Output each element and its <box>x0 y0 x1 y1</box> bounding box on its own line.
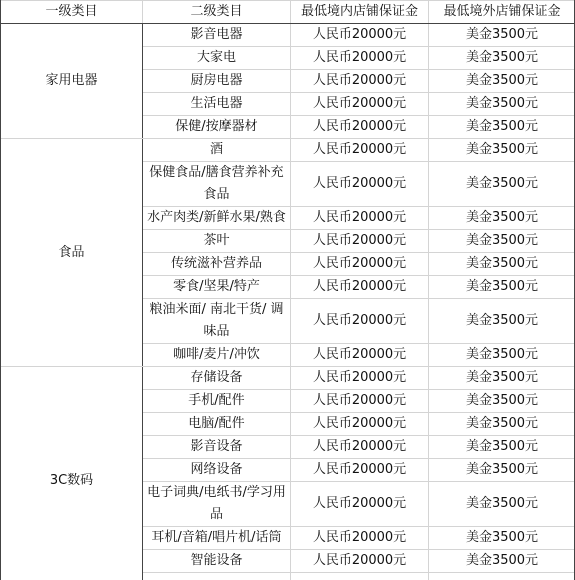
header-primary-category: 一级类目 <box>1 1 143 24</box>
overseas-deposit-cell[interactable]: 美金3500元 <box>429 24 575 47</box>
secondary-category-cell[interactable]: 传统滋补营养品 <box>143 253 291 276</box>
overseas-deposit-cell[interactable]: 美金3500元 <box>429 276 575 299</box>
secondary-category-cell[interactable]: 咖啡/麦片/冲饮 <box>143 344 291 367</box>
secondary-category-cell[interactable]: 手机/配件 <box>143 390 291 413</box>
secondary-category-cell[interactable]: 影音设备 <box>143 436 291 459</box>
secondary-category-cell[interactable]: 电子词典/电纸书/学习用品 <box>143 482 291 527</box>
domestic-deposit-cell[interactable]: 人民币20000元 <box>291 413 429 436</box>
overseas-deposit-cell[interactable]: 美金3500元 <box>429 550 575 573</box>
domestic-deposit-cell[interactable]: 人民币20000元 <box>291 93 429 116</box>
secondary-category-cell[interactable] <box>143 573 291 580</box>
overseas-deposit-cell[interactable]: 美金3500元 <box>429 93 575 116</box>
overseas-deposit-cell[interactable]: 美金3500元 <box>429 299 575 344</box>
domestic-deposit-cell[interactable]: 人民币20000元 <box>291 527 429 550</box>
overseas-deposit-cell[interactable]: 美金3500元 <box>429 367 575 390</box>
domestic-deposit-cell[interactable] <box>291 573 429 580</box>
overseas-deposit-cell[interactable]: 美金3500元 <box>429 230 575 253</box>
table-row <box>1 24 575 47</box>
overseas-deposit-cell[interactable]: 美金3500元 <box>429 116 575 139</box>
secondary-category-cell[interactable]: 保健/按摩器材 <box>143 116 291 139</box>
domestic-deposit-cell[interactable]: 人民币20000元 <box>291 70 429 93</box>
header-domestic-deposit: 最低境内店铺保证金 <box>291 1 429 24</box>
domestic-deposit-cell[interactable]: 人民币20000元 <box>291 276 429 299</box>
domestic-deposit-cell[interactable]: 人民币20000元 <box>291 230 429 253</box>
domestic-deposit-cell[interactable]: 人民币20000元 <box>291 139 429 162</box>
overseas-deposit-cell[interactable]: 美金3500元 <box>429 47 575 70</box>
domestic-deposit-cell[interactable]: 人民币20000元 <box>291 550 429 573</box>
secondary-category-cell[interactable]: 影音电器 <box>143 24 291 47</box>
primary-category-cell[interactable]: 3C数码 <box>1 367 143 580</box>
primary-category-cell[interactable]: 家用电器 <box>1 24 143 139</box>
domestic-deposit-cell[interactable]: 人民币20000元 <box>291 207 429 230</box>
secondary-category-cell[interactable]: 生活电器 <box>143 93 291 116</box>
domestic-deposit-cell[interactable]: 人民币20000元 <box>291 253 429 276</box>
secondary-category-cell[interactable]: 智能设备 <box>143 550 291 573</box>
header-row <box>1 1 575 24</box>
overseas-deposit-cell[interactable] <box>429 573 575 580</box>
domestic-deposit-cell[interactable]: 人民币20000元 <box>291 116 429 139</box>
overseas-deposit-cell[interactable]: 美金3500元 <box>429 70 575 93</box>
secondary-category-cell[interactable]: 大家电 <box>143 47 291 70</box>
secondary-category-cell[interactable]: 零食/坚果/特产 <box>143 276 291 299</box>
domestic-deposit-cell[interactable]: 人民币20000元 <box>291 344 429 367</box>
secondary-category-cell[interactable]: 水产肉类/新鲜水果/熟食 <box>143 207 291 230</box>
secondary-category-cell[interactable]: 电脑/配件 <box>143 413 291 436</box>
primary-category-cell[interactable]: 食品 <box>1 139 143 367</box>
header-overseas-deposit: 最低境外店铺保证金 <box>429 1 575 24</box>
secondary-category-cell[interactable]: 粮油米面/ 南北干货/ 调味品 <box>143 299 291 344</box>
domestic-deposit-cell[interactable]: 人民币20000元 <box>291 47 429 70</box>
overseas-deposit-cell[interactable]: 美金3500元 <box>429 139 575 162</box>
domestic-deposit-cell[interactable]: 人民币20000元 <box>291 482 429 527</box>
overseas-deposit-cell[interactable]: 美金3500元 <box>429 207 575 230</box>
secondary-category-cell[interactable]: 存储设备 <box>143 367 291 390</box>
overseas-deposit-cell[interactable]: 美金3500元 <box>429 527 575 550</box>
domestic-deposit-cell[interactable]: 人民币20000元 <box>291 436 429 459</box>
domestic-deposit-cell[interactable]: 人民币20000元 <box>291 459 429 482</box>
overseas-deposit-cell[interactable]: 美金3500元 <box>429 390 575 413</box>
secondary-category-cell[interactable]: 茶叶 <box>143 230 291 253</box>
domestic-deposit-cell[interactable]: 人民币20000元 <box>291 24 429 47</box>
secondary-category-cell[interactable]: 保健食品/膳食营养补充食品 <box>143 162 291 207</box>
table-row <box>1 367 575 390</box>
overseas-deposit-cell[interactable]: 美金3500元 <box>429 482 575 527</box>
overseas-deposit-cell[interactable]: 美金3500元 <box>429 344 575 367</box>
overseas-deposit-cell[interactable]: 美金3500元 <box>429 162 575 207</box>
overseas-deposit-cell[interactable]: 美金3500元 <box>429 413 575 436</box>
domestic-deposit-cell[interactable]: 人民币20000元 <box>291 162 429 207</box>
domestic-deposit-cell[interactable]: 人民币20000元 <box>291 390 429 413</box>
domestic-deposit-cell[interactable]: 人民币20000元 <box>291 367 429 390</box>
domestic-deposit-cell[interactable]: 人民币20000元 <box>291 299 429 344</box>
table-left-border <box>0 0 1 580</box>
overseas-deposit-cell[interactable]: 美金3500元 <box>429 253 575 276</box>
table-row <box>1 139 575 162</box>
header-secondary-category: 二级类目 <box>143 1 291 24</box>
secondary-category-cell[interactable]: 厨房电器 <box>143 70 291 93</box>
secondary-category-cell[interactable]: 网络设备 <box>143 459 291 482</box>
secondary-category-cell[interactable]: 酒 <box>143 139 291 162</box>
overseas-deposit-cell[interactable]: 美金3500元 <box>429 459 575 482</box>
secondary-category-cell[interactable]: 耳机/音箱/唱片机/话筒 <box>143 527 291 550</box>
overseas-deposit-cell[interactable]: 美金3500元 <box>429 436 575 459</box>
